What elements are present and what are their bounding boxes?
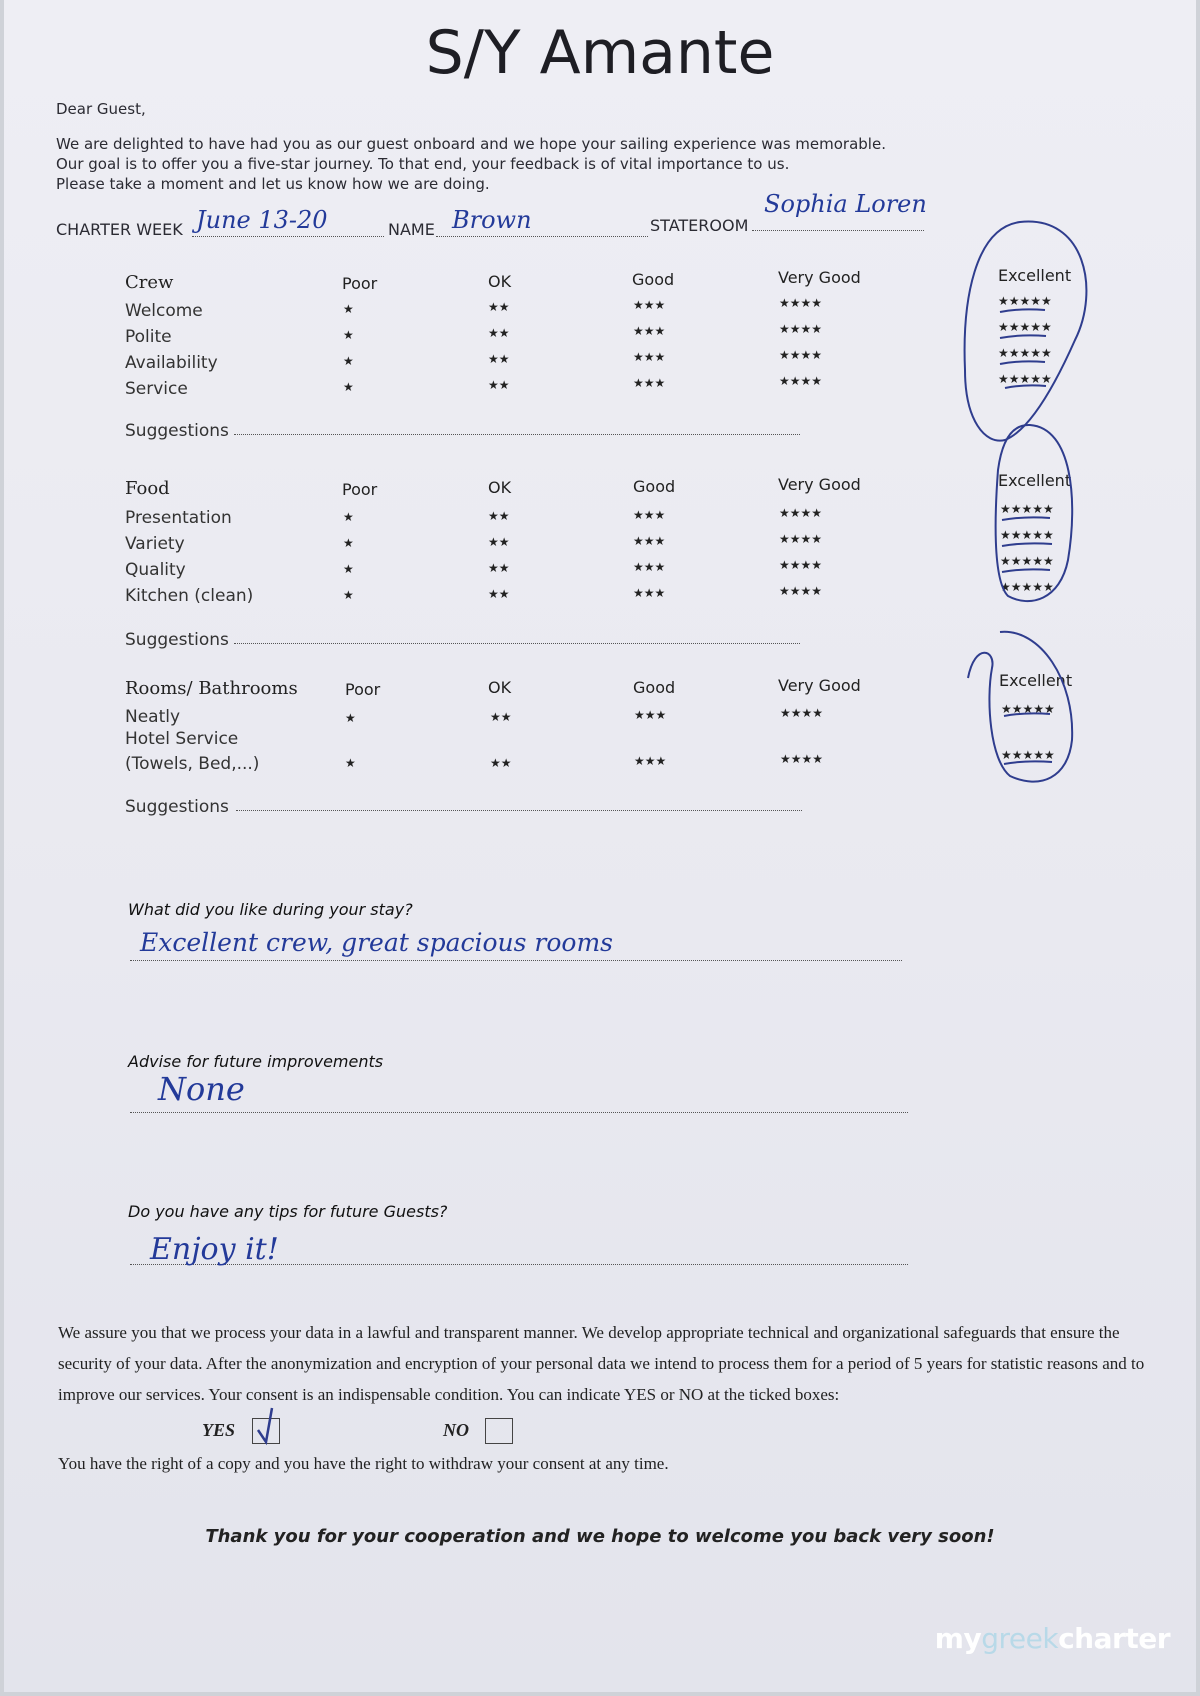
col-ok: OK bbox=[488, 478, 512, 497]
star-option[interactable]: ★ bbox=[343, 302, 354, 316]
col-ok: OK bbox=[488, 272, 512, 291]
star-option[interactable]: ★ bbox=[345, 711, 356, 725]
star-option[interactable]: ★★★ bbox=[633, 534, 666, 548]
consent-rights-text: You have the right of a copy and you have the right to withdraw your consent at any time. bbox=[58, 1454, 669, 1473]
col-very-good: Very Good bbox=[778, 676, 861, 695]
star-option-selected[interactable]: ★★★★★ bbox=[998, 346, 1052, 360]
star-option[interactable]: ★★★ bbox=[634, 708, 667, 722]
intro-line-1: We are delighted to have had you as our guest onboard and we hope your sailing experience was memorable. bbox=[56, 135, 886, 153]
rating-item-kitchen: Kitchen (clean) bbox=[125, 586, 254, 606]
answer-liked-field[interactable]: Excellent crew, great spacious rooms bbox=[140, 928, 613, 957]
rating-item-variety: Variety bbox=[125, 534, 185, 554]
intro-line-2: Our goal is to offer you a five-star journey. To that end, your feedback is of vital importance to us. bbox=[56, 155, 790, 173]
star-option[interactable]: ★ bbox=[343, 536, 354, 550]
star-option[interactable]: ★★★ bbox=[634, 754, 667, 768]
rating-item-quality: Quality bbox=[125, 560, 186, 580]
yes-checkmark bbox=[258, 1408, 272, 1442]
answer-tips-field[interactable]: Enjoy it! bbox=[150, 1232, 279, 1267]
star-option[interactable]: ★★★★ bbox=[779, 374, 823, 388]
star-option[interactable]: ★★★★ bbox=[779, 296, 823, 310]
name-field[interactable]: Brown bbox=[452, 206, 532, 234]
rating-item-availability: Availability bbox=[125, 353, 218, 373]
star-option-selected[interactable]: ★★★★★ bbox=[998, 320, 1052, 334]
star-option[interactable]: ★★★★ bbox=[780, 752, 824, 766]
star-option[interactable]: ★★★★ bbox=[779, 558, 823, 572]
star-option[interactable]: ★★★ bbox=[633, 560, 666, 574]
star-option-selected[interactable]: ★★★★★ bbox=[1000, 554, 1054, 568]
star-option[interactable]: ★★★★ bbox=[779, 532, 823, 546]
section-title-food: Food bbox=[125, 478, 170, 499]
col-excellent: Excellent bbox=[999, 671, 1073, 690]
col-poor: Poor bbox=[342, 274, 378, 293]
star-option[interactable]: ★ bbox=[343, 562, 354, 576]
question-improvements: Advise for future improvements bbox=[128, 1052, 384, 1071]
crew-excellent-circle bbox=[965, 222, 1087, 441]
star-option[interactable]: ★★ bbox=[488, 509, 510, 523]
star-option-selected[interactable]: ★★★★★ bbox=[1000, 528, 1054, 542]
intro-line-3: Please take a moment and let us know how we are doing. bbox=[56, 175, 490, 193]
star-option[interactable]: ★★ bbox=[488, 378, 510, 392]
col-very-good: Very Good bbox=[778, 475, 861, 494]
col-good: Good bbox=[633, 477, 676, 496]
star-option[interactable]: ★★★★ bbox=[779, 584, 823, 598]
star-option[interactable]: ★★ bbox=[488, 326, 510, 340]
form-title: S/Y Amante bbox=[425, 18, 775, 88]
star-option[interactable]: ★ bbox=[343, 380, 354, 394]
star-option[interactable]: ★★★ bbox=[633, 324, 666, 338]
rating-item-service: Service bbox=[125, 379, 188, 399]
suggestions-label-food: Suggestions bbox=[125, 630, 229, 650]
star-option-selected[interactable]: ★★★★★ bbox=[998, 294, 1052, 308]
charter-week-field[interactable]: June 13-20 bbox=[196, 206, 328, 234]
star-option[interactable]: ★★★★ bbox=[779, 506, 823, 520]
suggestions-label-rooms: Suggestions bbox=[125, 797, 229, 817]
col-excellent: Excellent bbox=[998, 471, 1072, 490]
star-option[interactable]: ★★ bbox=[490, 756, 512, 770]
star-option[interactable]: ★★★ bbox=[633, 376, 666, 390]
question-tips: Do you have any tips for future Guests? bbox=[128, 1202, 448, 1221]
col-ok: OK bbox=[488, 678, 512, 697]
rating-item-presentation: Presentation bbox=[125, 508, 232, 528]
star-option[interactable]: ★★★★ bbox=[779, 348, 823, 362]
star-option[interactable]: ★★★ bbox=[633, 586, 666, 600]
consent-yes-label: YES bbox=[202, 1420, 236, 1440]
col-poor: Poor bbox=[342, 480, 378, 499]
section-title-rooms: Rooms/ Bathrooms bbox=[125, 678, 298, 699]
star-option-selected[interactable]: ★★★★★ bbox=[998, 372, 1052, 386]
star-option[interactable]: ★★★★ bbox=[779, 322, 823, 336]
star-option[interactable]: ★ bbox=[343, 328, 354, 342]
rating-item-hotel-service: Hotel Service bbox=[125, 729, 239, 749]
star-option[interactable]: ★ bbox=[345, 756, 356, 770]
consent-no-label: NO bbox=[443, 1420, 469, 1440]
suggestions-label-crew: Suggestions bbox=[125, 421, 229, 441]
food-excellent-circle bbox=[996, 425, 1073, 601]
stateroom-label: STATEROOM bbox=[650, 216, 749, 235]
star-option-selected[interactable]: ★★★★★ bbox=[1001, 748, 1055, 762]
star-option[interactable]: ★★★ bbox=[633, 298, 666, 312]
col-excellent: Excellent bbox=[998, 266, 1072, 285]
star-option[interactable]: ★ bbox=[343, 588, 354, 602]
answer-improvements-field[interactable]: None bbox=[158, 1070, 245, 1108]
star-option[interactable]: ★★ bbox=[488, 300, 510, 314]
star-option[interactable]: ★★ bbox=[488, 587, 510, 601]
rating-item-neatly: Neatly bbox=[125, 707, 181, 727]
col-good: Good bbox=[633, 678, 676, 697]
star-option[interactable]: ★ bbox=[343, 354, 354, 368]
star-option-selected[interactable]: ★★★★★ bbox=[1000, 502, 1054, 516]
star-option[interactable]: ★★ bbox=[488, 535, 510, 549]
star-option[interactable]: ★★ bbox=[488, 561, 510, 575]
rooms-excellent-circle bbox=[968, 632, 1072, 782]
greeting: Dear Guest, bbox=[56, 100, 146, 118]
star-option[interactable]: ★ bbox=[343, 510, 354, 524]
charter-week-label: CHARTER WEEK bbox=[56, 220, 183, 239]
col-very-good: Very Good bbox=[778, 268, 861, 287]
star-option[interactable]: ★★ bbox=[490, 710, 512, 724]
star-option[interactable]: ★★★ bbox=[633, 508, 666, 522]
name-label: NAME bbox=[388, 220, 435, 239]
closing-message: Thank you for your cooperation and we hope to welcome you back very soon! bbox=[205, 1526, 995, 1547]
col-poor: Poor bbox=[345, 680, 381, 699]
question-liked: What did you like during your stay? bbox=[128, 900, 413, 919]
rating-item-polite: Polite bbox=[125, 327, 172, 347]
star-option-selected[interactable]: ★★★★★ bbox=[1000, 580, 1054, 594]
star-option[interactable]: ★★★ bbox=[633, 350, 666, 364]
section-title-crew: Crew bbox=[125, 272, 174, 293]
consent-text: We assure you that we process your data in a lawful and transparent manner. We develop appropriate technical and organizational safeguards that ensure the security of your data. After the anonymization and encryption of your personal data we intend to process them for a period of 5 years for statistic reasons and to improve our services. Your consent is an indispensable condition. You can indicate YES or NO at the ticked boxes: bbox=[58, 1323, 1145, 1404]
star-option[interactable]: ★★★★ bbox=[780, 706, 824, 720]
col-good: Good bbox=[632, 270, 675, 289]
stateroom-field[interactable]: Sophia Loren bbox=[764, 190, 927, 218]
star-option-selected[interactable]: ★★★★★ bbox=[1001, 702, 1055, 716]
mygreekcharter-watermark: mygreekcharter bbox=[934, 1622, 1170, 1655]
star-option[interactable]: ★★ bbox=[488, 352, 510, 366]
rating-item-towels-bed: (Towels, Bed,...) bbox=[125, 754, 260, 774]
rating-item-welcome: Welcome bbox=[125, 301, 203, 321]
